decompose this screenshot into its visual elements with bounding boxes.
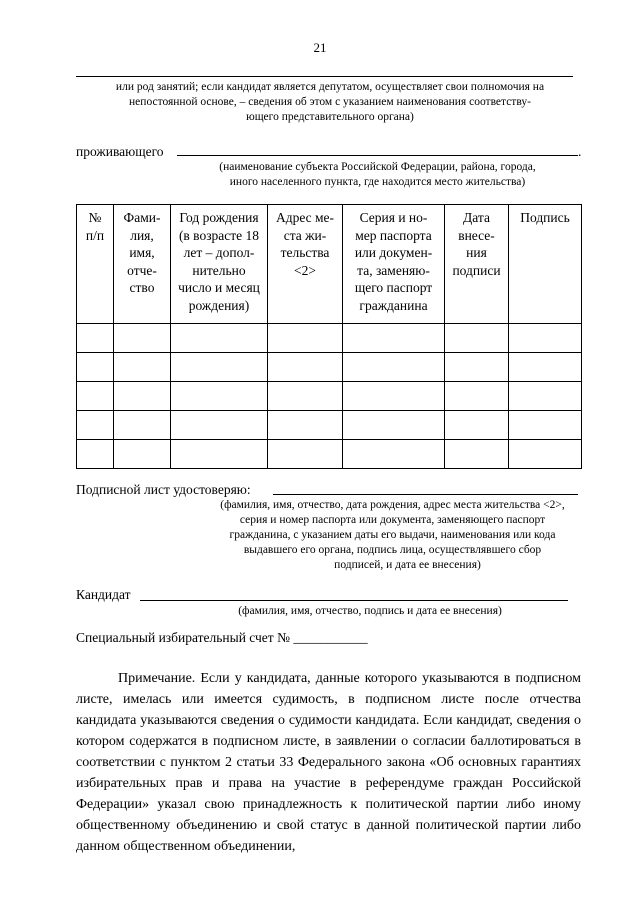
certifier-label: Подписной лист удостоверяю:	[76, 482, 251, 497]
table-row	[77, 353, 582, 382]
residence-label: проживающего	[76, 144, 164, 159]
certifier-hint-line: выдавшего его органа, подпись лица, осуществлявшего сбор	[243, 544, 542, 556]
top-note-line: непостоянной основе, – сведения об этом с указанием наименования соответству-	[129, 96, 531, 108]
certifier-hint-line: (фамилия, имя, отчество, дата рождения, адрес места жительства <2>,	[220, 499, 565, 511]
certifier-field[interactable]	[273, 494, 578, 495]
residence-hint-line: иного населенного пункта, где находится место жительства)	[229, 176, 526, 188]
top-note-line: или род занятий; если кандидат является депутатом, осуществляет свои полномочия на	[115, 81, 545, 93]
certifier-hint	[185, 498, 600, 573]
note-paragraph	[76, 668, 581, 857]
certifier-hint-line: подписей, и дата ее внесения)	[334, 559, 481, 571]
account-line	[76, 630, 368, 646]
col-signature: Подпись	[509, 205, 582, 324]
col-address: Адрес ме- ста жи- тельства <2>	[268, 205, 343, 324]
certifier-hint-line: гражданина, с указанием даты его выдачи, наименования или кода	[229, 529, 556, 541]
candidate-field[interactable]	[140, 600, 568, 601]
residence-field[interactable]	[177, 155, 578, 156]
col-full-name: Фами- лия, имя, отче- ство	[114, 205, 171, 324]
note-text: Примечание. Если у кандидата, данные которого указываются в подписном листе, имелась или имеется судимость, в подписном листе после отчества кандидата указываются сведения о судимости кандидата. Если кандидат, сведения о котором содержатся в подписном листе, в заявлении о согласии баллотироваться в соответствии с пунктом 2 статьи 33 Федерального закона «Об основных гарантиях избирательных прав и права на участие в референдуме граждан Российской Федерации» указал свою принадлежность к политической партии либо иному общественному объединению и свой статус в данной политической партии либо данном общественном объединении,	[76, 671, 581, 854]
certifier-hint-line: серия и номер паспорта или документа, заменяющего паспорт	[239, 514, 546, 526]
table-row	[77, 440, 582, 469]
residence-hint	[180, 160, 575, 190]
col-birth-year: Год рождения (в возрасте 18 лет – допол- нительно число и месяц рождения)	[171, 205, 268, 324]
col-passport: Серия и но- мер паспорта или докумен- та, заменяю- щего паспорт гражданина	[343, 205, 445, 324]
table-row	[77, 411, 582, 440]
top-note-line: ющего представительного органа)	[246, 111, 414, 123]
candidate-hint: (фамилия, имя, отчество, подпись и дата ее внесения)	[238, 605, 502, 617]
col-number: № п/п	[77, 205, 114, 324]
col-sign-date: Дата внесе- ния подписи	[445, 205, 509, 324]
account-label: Специальный избирательный счет №	[76, 630, 290, 645]
table-header-row	[77, 205, 582, 324]
page-number: 21	[313, 40, 327, 55]
top-rule	[76, 76, 573, 77]
table-row	[77, 324, 582, 353]
signatures-table	[76, 204, 582, 469]
residence-end-mark: .	[578, 144, 582, 159]
top-note	[70, 80, 590, 125]
table-row	[77, 382, 582, 411]
candidate-label: Кандидат	[76, 587, 131, 602]
residence-hint-line: (наименование субъекта Российской Федерации, района, города,	[219, 161, 536, 173]
account-number-field[interactable]: ___________	[293, 630, 368, 645]
